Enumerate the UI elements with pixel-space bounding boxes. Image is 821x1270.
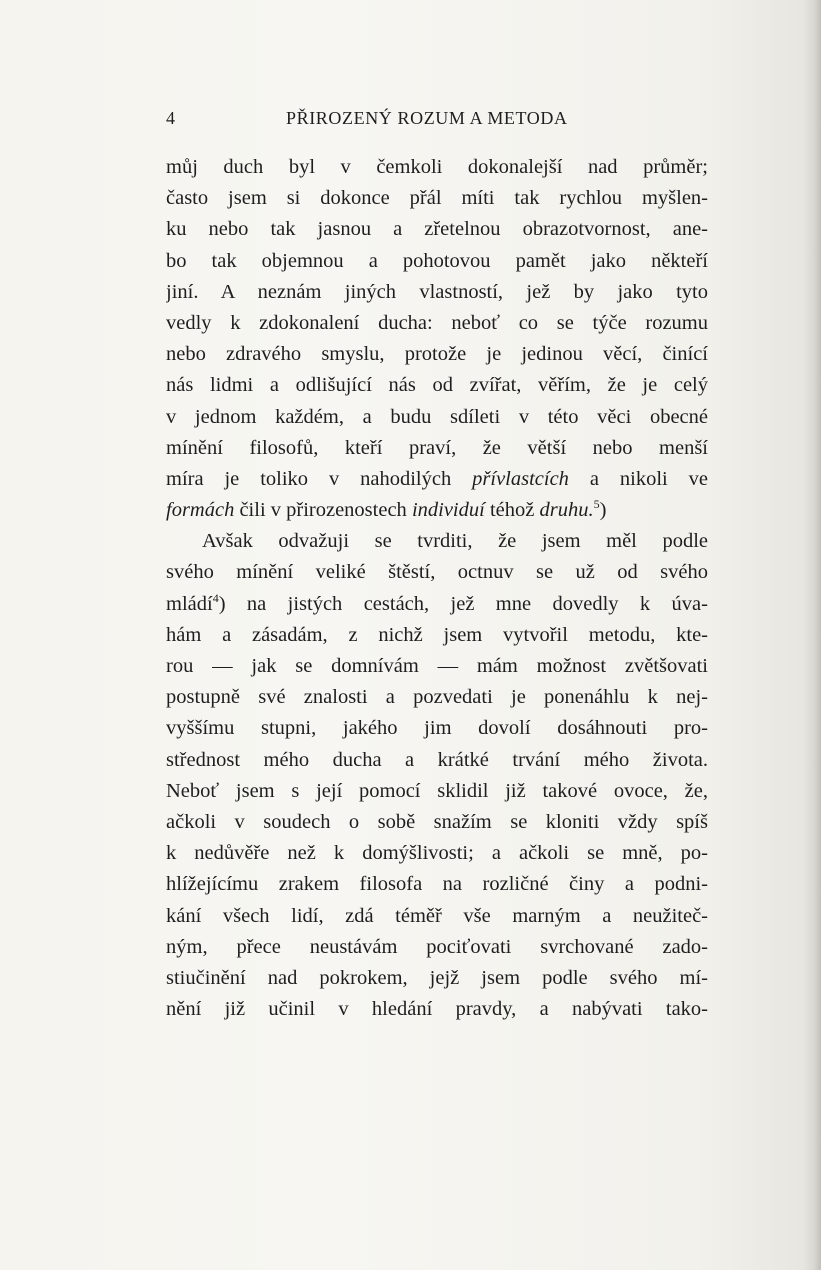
body-text bbox=[166, 152, 708, 1025]
text-line: ným, přece neustávám pociťovati svrchované zado- bbox=[166, 935, 708, 958]
text-line: k nedůvěře než k domýšlivosti; a ačkoli se mně, po- bbox=[166, 842, 708, 865]
paragraph-1 bbox=[166, 152, 708, 526]
text-line: Neboť jsem s její pomocí sklidil již takové ovoce, že, bbox=[166, 779, 708, 802]
text-line: můj duch byl v čemkoli dokonalejší nad průměr; bbox=[166, 156, 708, 178]
footnote-marker: 5 bbox=[593, 497, 600, 512]
text-line: hám a zásadám, z nichž jsem vytvořil metodu, kte- bbox=[166, 623, 708, 646]
text-line bbox=[166, 464, 708, 495]
page-edge-shadow bbox=[803, 0, 821, 1270]
running-title: PŘIROZENÝ ROZUM A METODA bbox=[286, 108, 568, 128]
text-line: rou — jak se domnívám — mám možnost zvětšovati bbox=[166, 655, 708, 677]
text-line: Avšak odvažuji se tvrditi, že jsem měl podle bbox=[202, 530, 708, 553]
text-line: kání všech lidí, zdá téměř vše marným a neužiteč- bbox=[166, 904, 708, 927]
text-line: ku nebo tak jasnou a zřetelnou obrazotvornost, ane- bbox=[166, 218, 708, 241]
italic-term: přívlastcích bbox=[472, 467, 569, 490]
text-line bbox=[166, 589, 708, 620]
text-line bbox=[166, 495, 708, 526]
text-line: hlížejícímu zrakem filosofa na rozličné činy a podni- bbox=[166, 873, 708, 896]
text-line: často jsem si dokonce přál míti tak rychlou myšlen- bbox=[166, 187, 708, 210]
text-line: nás lidmi a odlišující nás od zvířat, věřím, že je celý bbox=[166, 374, 708, 397]
text-line: svého mínění veliké štěstí, octnuv se už od svého bbox=[166, 561, 708, 584]
text-line: vyššímu stupni, jakého jim dovolí dosáhnouti pro- bbox=[166, 717, 708, 740]
text-run: mládí bbox=[166, 592, 213, 615]
running-header bbox=[166, 104, 708, 134]
text-line: v jednom každém, a budu sdíleti v této věci obecné bbox=[166, 405, 708, 428]
text-line: ačkoli v soudech o sobě snažím se kloniti vždy spíš bbox=[166, 810, 708, 833]
text-run: a nikoli ve bbox=[568, 467, 708, 490]
text-line: střednost mého ducha a krátké trvání mého života. bbox=[166, 748, 708, 771]
text-run: ) na jistých cestách, jež mne dovedly k úva- bbox=[218, 592, 708, 615]
text-run: míra je toliko v nahodilých bbox=[166, 467, 473, 490]
text-line: postupně své znalosti a pozvedati je ponenáhlu k nej- bbox=[166, 686, 708, 709]
page-number: 4 bbox=[166, 108, 175, 128]
footnote-marker: 4 bbox=[212, 590, 219, 605]
italic-term: individuí bbox=[411, 499, 485, 522]
text-line: nebo zdravého smyslu, protože je jedinou věcí, činící bbox=[166, 343, 708, 366]
text-line: stiučinění nad pokrokem, jejž jsem podle svého mí- bbox=[166, 966, 708, 989]
text-line: bo tak objemnou a pohotovou pamět jako někteří bbox=[166, 249, 708, 272]
text-line: jiní. A neznám jiných vlastností, jež by jako tyto bbox=[166, 280, 708, 303]
italic-term: druhu. bbox=[539, 499, 594, 522]
text-line: mínění filosofů, kteří praví, že větší nebo menší bbox=[166, 436, 708, 459]
text-run: čili v přirozenostech bbox=[234, 499, 412, 522]
paragraph-2 bbox=[166, 526, 708, 1025]
text-run: ) bbox=[599, 499, 607, 522]
text-line: nění již učinil v hledání pravdy, a nabývati tako- bbox=[166, 998, 708, 1021]
italic-term: formách bbox=[166, 499, 235, 522]
text-line: vedly k zdokonalení ducha: neboť co se týče rozumu bbox=[166, 311, 708, 334]
text-run: téhož bbox=[484, 499, 540, 522]
